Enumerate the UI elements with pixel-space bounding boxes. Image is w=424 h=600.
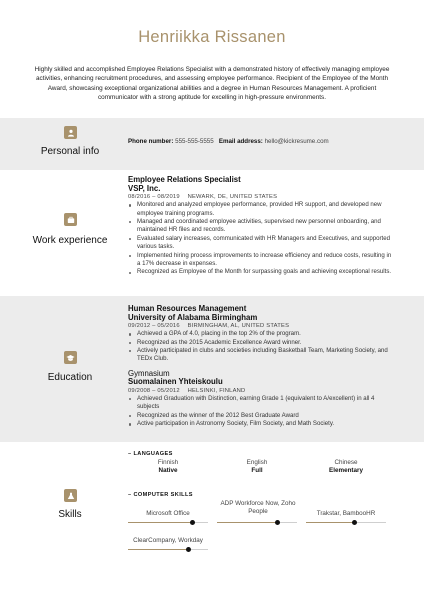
list-item: Implemented hiring process improvements to increase efficiency and reduce costs, resulting in a 17% decrease in expenses. xyxy=(128,252,396,269)
skill-bar-knob xyxy=(352,520,357,525)
language-name: English xyxy=(246,459,268,466)
briefcase-icon xyxy=(64,213,77,226)
job-location: NEWARK, DE, UNITED STATES xyxy=(187,194,278,201)
degree-title: Human Resources Management xyxy=(128,304,247,313)
contact-line xyxy=(128,138,396,146)
skill-bar xyxy=(128,549,208,550)
language-name: Finnish xyxy=(157,459,179,466)
list-item: Actively participated in clubs and societies including Basketball Team, Marketing Society, and TEDx Club. xyxy=(128,347,396,364)
education-location: BIRMINGHAM, AL, UNITED STATES xyxy=(187,323,290,330)
skill-bar-knob xyxy=(190,520,195,525)
email-value[interactable]: hello@kickresume.com xyxy=(264,138,329,145)
skill-item xyxy=(306,510,386,518)
job-bullets xyxy=(128,201,396,277)
language-level: Full xyxy=(251,467,263,474)
profile-summary: Highly skilled and accomplished Employee Relations Specialist with a demonstrated history of effectively managing employee activities, enhancing recruitment procedures, and assessing employee performance. Recipient of the Employee of the Month Award, showcasing exceptional organizational abilities and a degree in Human Resources Management. A proficient communicator with a strong aptitude for excelling in high-pressure environments. xyxy=(34,66,390,102)
skill-bar xyxy=(306,522,386,523)
education-location: HELSINKI, FINLAND xyxy=(187,388,246,394)
computer-skills-heading: – COMPUTER SKILLS xyxy=(128,492,193,498)
phone-value[interactable]: 555-555-5555 xyxy=(175,138,214,145)
skill-name: Microsoft Office xyxy=(146,510,190,517)
skill-bar-fill xyxy=(306,522,354,523)
school-name: Suomalainen Yhteiskoulu xyxy=(128,377,223,387)
phone-label: Phone number: xyxy=(128,138,174,145)
education-entries xyxy=(128,305,396,429)
language-item xyxy=(306,459,386,475)
degree-title: Gymnasium xyxy=(128,368,170,378)
education-entry xyxy=(128,370,396,429)
education-bullets xyxy=(128,330,396,364)
education-meta xyxy=(128,387,396,395)
skill-item xyxy=(215,500,301,516)
education-title: Education xyxy=(47,372,93,383)
language-level: Native xyxy=(158,467,178,474)
language-item xyxy=(217,459,297,475)
company-name: VSP, Inc. xyxy=(128,183,161,193)
list-item: Achieved Graduation with Distinction, earning Grade 1 (equivalent to A/excellent) in all 4 subjects xyxy=(128,395,396,412)
flask-icon xyxy=(64,489,77,502)
work-experience-section xyxy=(0,170,424,296)
education-dates: 09/2012 – 05/2016 xyxy=(128,323,180,330)
language-level: Elementary xyxy=(329,467,363,474)
job-dates: 08/2016 – 08/2019 xyxy=(128,194,180,201)
skill-bar xyxy=(217,522,297,523)
skill-item xyxy=(128,510,208,518)
email-label: Email address: xyxy=(218,138,263,145)
list-item: Active participation in Astronomy Society, Film Society, and Math Society. xyxy=(128,420,396,428)
skill-bar xyxy=(128,522,208,523)
skill-bar-knob xyxy=(275,520,280,525)
skill-name: Trakstar, BambooHR xyxy=(316,510,376,517)
school-name: University of Alabama Birmingham xyxy=(128,312,258,322)
language-name: Chinese xyxy=(334,459,358,466)
personal-info-title: Personal info xyxy=(40,146,100,157)
person-icon xyxy=(64,126,77,139)
education-section xyxy=(0,296,424,442)
list-item: Evaluated salary increases, communicated with HR Managers and Executives, and supported various tasks. xyxy=(128,235,396,252)
skill-bar-fill xyxy=(128,522,192,523)
list-item: Achieved a GPA of 4.0, placing in the top 2% of the program. xyxy=(128,330,396,338)
list-item: Recognized as Employee of the Month for surpassing goals and achieving exceptional results. xyxy=(128,268,396,276)
job-title: Employee Relations Specialist xyxy=(128,175,241,184)
skill-bar-knob xyxy=(186,547,191,552)
work-experience-title: Work experience xyxy=(32,235,108,246)
languages-heading: – LANGUAGES xyxy=(128,451,173,457)
graduation-cap-icon xyxy=(64,351,77,364)
education-meta xyxy=(128,322,396,330)
skill-bar-fill xyxy=(128,549,188,550)
skill-item xyxy=(128,537,208,545)
education-bullets xyxy=(128,395,396,429)
personal-info-section xyxy=(0,118,424,170)
education-entry xyxy=(128,305,396,364)
work-entry xyxy=(128,176,396,277)
list-item: Recognized as the winner of the 2012 Best Graduate Award xyxy=(128,412,396,420)
candidate-name: Henriikka Rissanen xyxy=(138,28,286,46)
list-item: Monitored and analyzed employee performance, provided HR support, and developed new employee training programs. xyxy=(128,201,396,218)
language-item xyxy=(128,459,208,475)
job-meta xyxy=(128,193,396,201)
education-dates: 09/2008 – 05/2012 xyxy=(128,388,180,394)
skill-bar-fill xyxy=(217,522,277,523)
list-item: Recognized as the 2015 Academic Excellence Award winner. xyxy=(128,339,396,347)
skills-title: Skills xyxy=(58,509,82,520)
skills-section xyxy=(0,442,424,600)
skill-name: ADP Workforce Now, Zoho People xyxy=(220,500,296,515)
skill-name: ClearCompany, Workday xyxy=(133,537,203,544)
list-item: Managed and coordinated employee activities, supervised new personnel onboarding, and maintained HR files and records. xyxy=(128,218,396,235)
